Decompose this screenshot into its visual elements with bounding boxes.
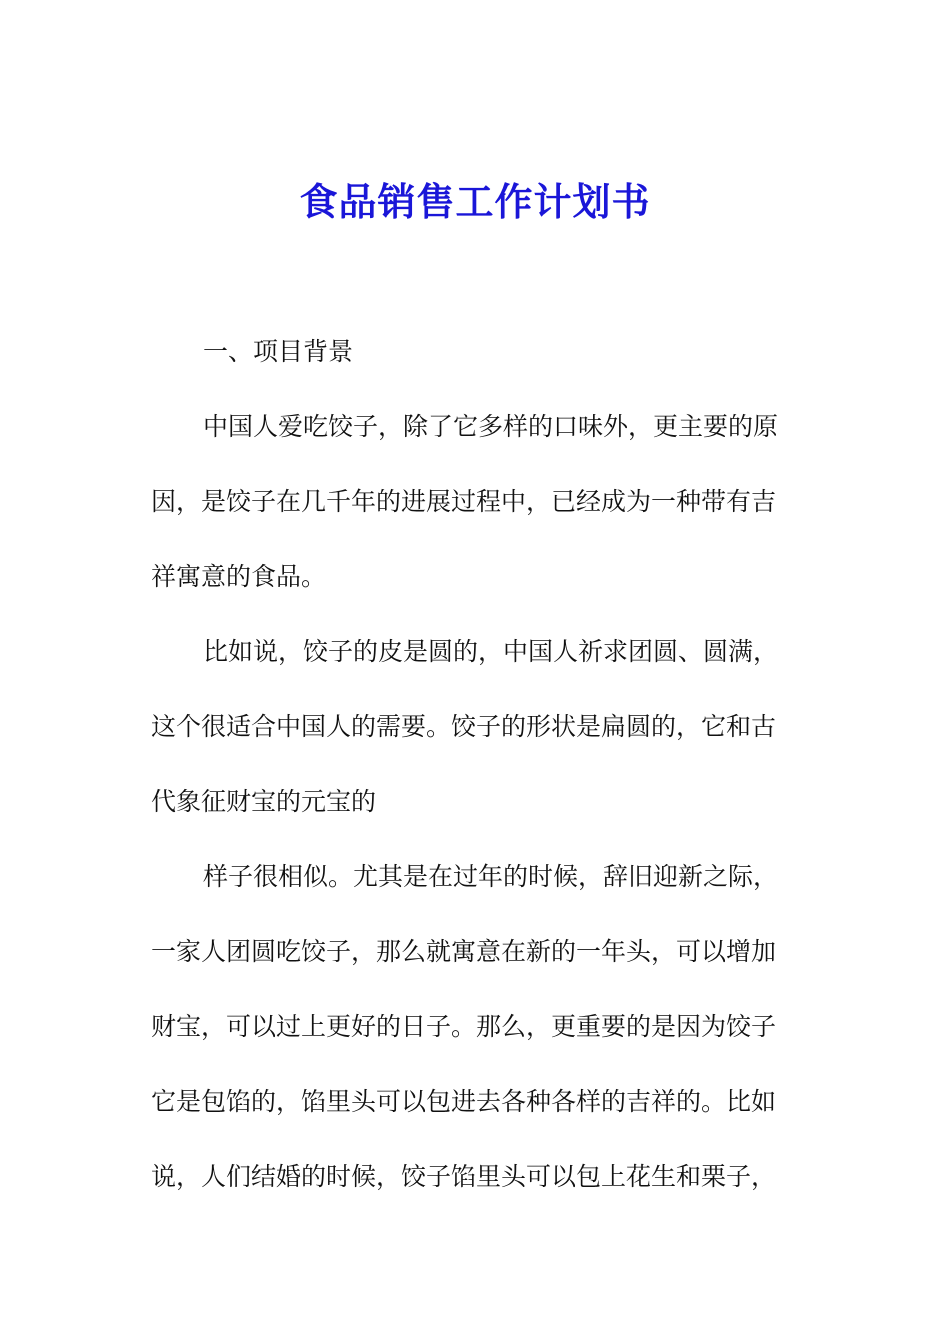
paragraph-line: 中国人爱吃饺子，除了它多样的口味外，更主要的原 <box>203 412 779 441</box>
paragraph-line: 一家人团圆吃饺子，那么就寓意在新的一年头，可以增加 <box>151 937 777 966</box>
document-body <box>151 322 796 1222</box>
paragraph-line: 这个很适合中国人的需要。饺子的形状是扁圆的，它和古 <box>151 712 777 741</box>
paragraph-line: 祥寓意的食品。 <box>151 562 327 591</box>
paragraph-line: 财宝，可以过上更好的日子。那么，更重要的是因为饺子 <box>151 1012 777 1041</box>
paragraph-line: 样子很相似。尤其是在过年的时候，辞旧迎新之际， <box>203 862 779 891</box>
paragraph-line: 因，是饺子在几千年的进展过程中，已经成为一种带有吉 <box>151 487 777 516</box>
paragraph-line: 代象征财宝的元宝的 <box>151 787 377 816</box>
section-heading: 一、项目背景 <box>203 337 354 366</box>
paragraph-line: 它是包馅的，馅里头可以包进去各种各样的吉祥的。比如 <box>151 1087 777 1116</box>
paragraph-line: 说，人们结婚的时候，饺子馅里头可以包上花生和栗子， <box>151 1162 777 1191</box>
document-title: 食品销售工作计划书 <box>299 180 651 224</box>
paragraph-line: 比如说，饺子的皮是圆的，中国人祈求团圆、圆满， <box>203 637 779 666</box>
